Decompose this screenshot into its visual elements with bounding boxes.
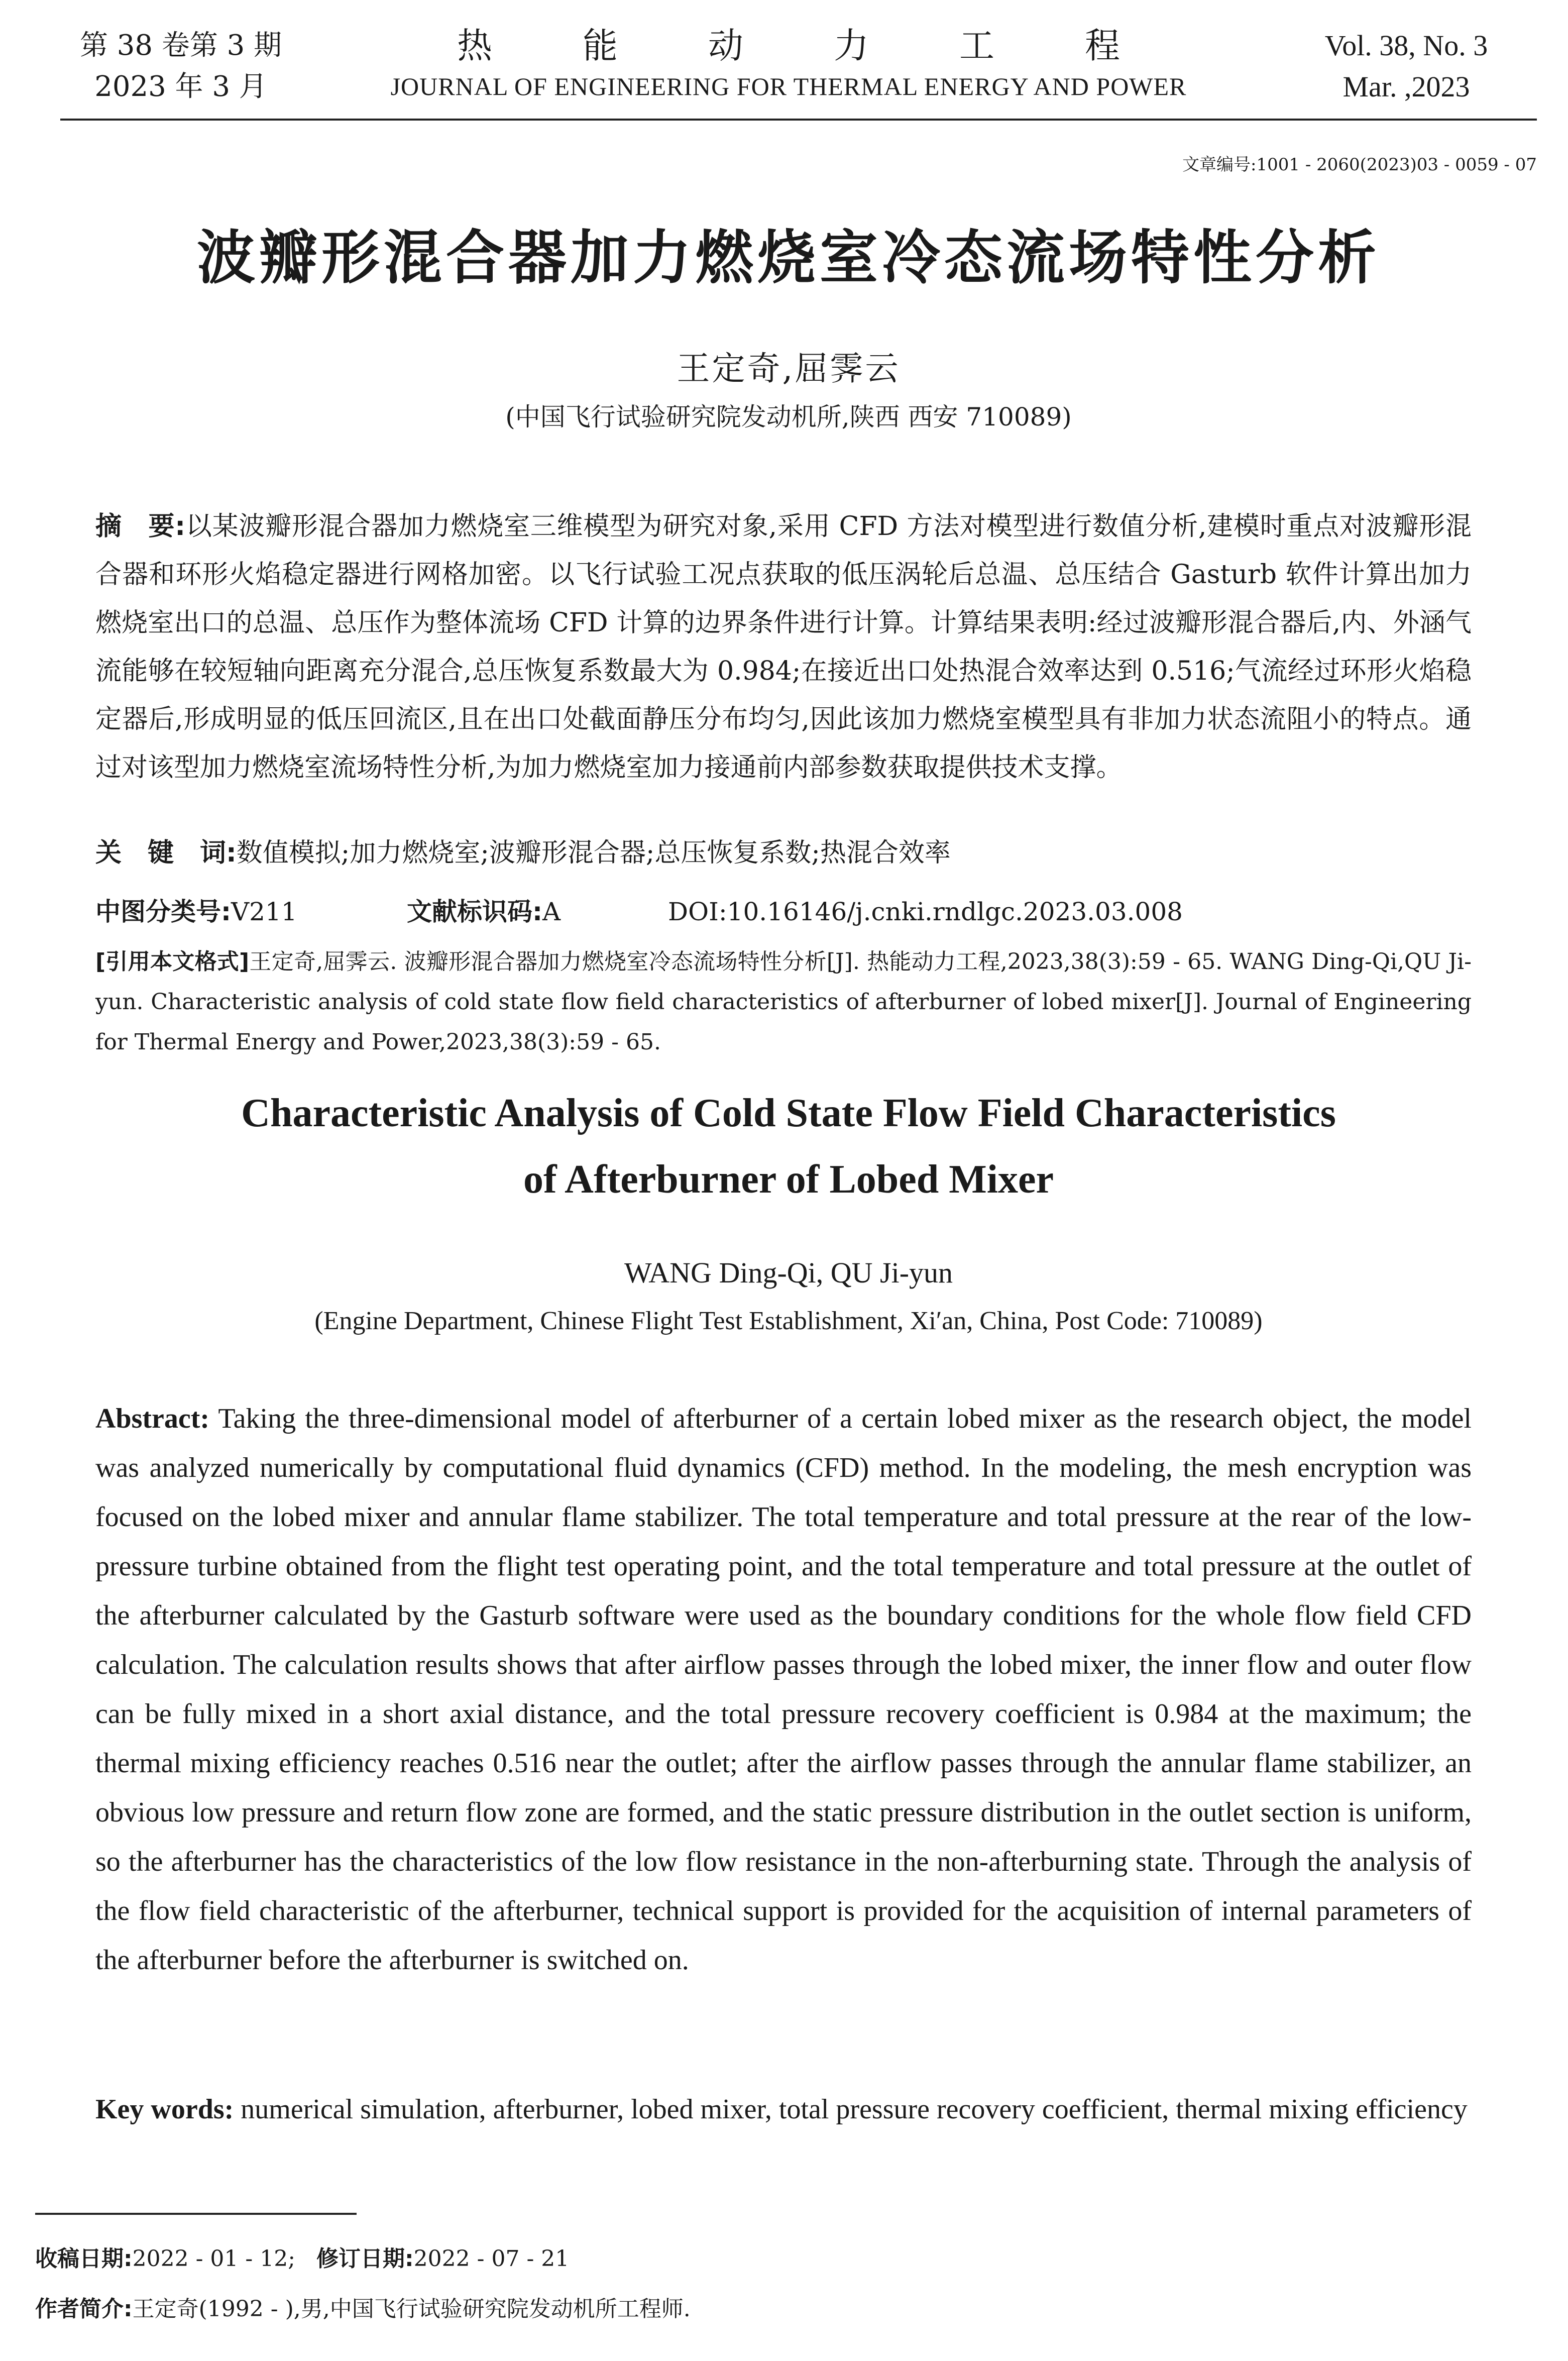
keywords-cn-label: 关 键 词: (95, 838, 237, 868)
journal-title-cn: 热能动力工程 (457, 25, 1210, 66)
footnote-author (35, 2291, 1441, 2323)
header-volume (1286, 25, 1527, 108)
paper-title-en-line2: of Afterburner of Lobed Mixer (523, 1157, 1054, 1202)
footnote-rule (35, 2213, 357, 2215)
abstract-en-text: Taking the three-dimensional model of afterburner of a certain lobed mixer as the research object, the model was analyzed numerically by computational fluid dynamics (CFD) method. In the modeling, the mesh encryption was focused on the lobed mixer and annular flame stabilizer. The total temperature and total pressure at the rear of the low-pressure turbine obtained from the flight test operating point, and the total temperature and total pressure at the outlet of the afterburner calculated by the Gasturb software were used as the boundary conditions for the whole flow field CFD calculation. The calculation results shows that after airflow passes through the lobed mixer, the inner flow and outer flow can be fully mixed in a short axial distance, and the total pressure recovery coefficient is 0.984 at the maximum; the thermal mixing efficiency reaches 0.516 near the outlet; after the airflow passes through the annular flame stabilizer, an obvious low pressure and return flow zone are formed, and the static pressure distribution in the outlet section is uniform, so the afterburner has the characteristics of the low flow resistance in the non-afterburning state. Through the analysis of the flow field characteristic of the afterburner, technical support is provided for the acquisition of internal parameters of the afterburner before the afterburner is switched on. (95, 1403, 1472, 1976)
clc-group (95, 892, 407, 928)
doc-code-group (407, 892, 668, 928)
abstract-cn-label: 摘 要: (95, 511, 186, 542)
received-label: 收稿日期: (35, 2246, 133, 2272)
received-date: 2022 - 01 - 12; (132, 2246, 296, 2272)
author-bio-label: 作者简介: (35, 2296, 133, 2322)
paper-title-en (60, 1080, 1517, 1213)
journal-title-en: JOURNAL OF ENGINEERING FOR THERMAL ENERGY AND POWER (390, 72, 1187, 100)
keywords-en-label: Key words: (95, 2094, 234, 2125)
abstract-cn (95, 502, 1472, 792)
author-bio: 王定奇(1992 - ),男,中国飞行试验研究院发动机所工程师. (132, 2296, 691, 2322)
clc-label: 中图分类号: (95, 897, 231, 926)
revised-label: 修订日期: (316, 2246, 414, 2272)
paper-title-en-line1: Characteristic Analysis of Cold State Flow Field Characteristics (241, 1091, 1336, 1135)
abstract-cn-text: 以某波瓣形混合器加力燃烧室三维模型为研究对象,采用 CFD 方法对模型进行数值分析,建模时重点对波瓣形混合器和环形火焰稳定器进行网格加密。以飞行试验工况点获取的低压涡轮后总温、总压结合 Gasturb 软件计算出加力燃烧室出口的总温、总压作为整体流场 CFD 计算的边界条件进行计算。计算结果表明:经过波瓣形混合器后,内、外涵气流能够在较短轴向距离充分混合,总压恢复系数最大为 0.984;在接近出口处热混合效率达到 0.516;气流经过环形火焰稳定器后,形成明显的低压回流区,且在出口处截面静压分布均匀,因此该加力燃烧室模型具有非加力状态流阻小的特点。通过对该型加力燃烧室流场特性分析,为加力燃烧室加力接通前内部参数获取提供技术支撑。 (95, 511, 1472, 783)
classification-line (95, 892, 1472, 928)
citation-text: 王定奇,屈霁云. 波瓣形混合器加力燃烧室冷态流场特性分析[J]. 热能动力工程,2023,38(3):59 - 65. WANG Ding-Qi,QU Ji-yun. Characteristic analysis of cold state flow field characteristics of afterburner of lobed mixer[J]. Journal of Engineering for Thermal Energy and Power,2023,38(3):59 - 65. (95, 949, 1472, 1055)
doc-code-value: A (542, 897, 561, 926)
footnote-dates (35, 2240, 1441, 2273)
citation-label: [引用本文格式] (95, 949, 250, 975)
keywords-cn (95, 829, 1472, 877)
header-volume-issue: 第 38 卷第 3 期 (79, 29, 282, 62)
paper-title-cn: 波瓣形混合器加力燃烧室冷态流场特性分析 (197, 224, 1380, 292)
article-number: 文章编号:1001 - 2060(2023)03 - 0059 - 07 (1182, 155, 1537, 175)
header-rule (60, 119, 1537, 121)
header-date-en: Mar. ,2023 (1342, 70, 1470, 103)
citation (95, 942, 1472, 1062)
authors-en: WANG Ding-Qi, QU Ji-yun (624, 1256, 953, 1289)
authors-cn: 王定奇,屈霁云 (677, 349, 901, 388)
revised-date: 2022 - 07 - 21 (413, 2246, 570, 2272)
header-journal (362, 25, 1215, 106)
keywords-cn-text: 数值模拟;加力燃烧室;波瓣形混合器;总压恢复系数;热混合效率 (236, 838, 951, 868)
header-issue (60, 25, 301, 108)
clc-value: V211 (231, 897, 297, 926)
abstract-en (95, 1394, 1472, 1985)
doc-code-label: 文献标识码: (407, 897, 542, 926)
affiliation-en: (Engine Department, Chinese Flight Test Establishment, Xi′an, China, Post Code: 710089) (314, 1307, 1263, 1335)
header-date-cn: 2023 年 3 月 (94, 70, 267, 103)
doi: DOI:10.16146/j.cnki.rndlgc.2023.03.008 (668, 897, 1183, 926)
keywords-en-text: numerical simulation, afterburner, lobed mixer, total pressure recovery coefficient, thermal mixing efficiency (241, 2094, 1468, 2125)
abstract-en-label: Abstract: (95, 1403, 210, 1434)
affiliation-cn: (中国飞行试验研究院发动机所,陕西 西安 710089) (505, 402, 1072, 432)
keywords-en (95, 2085, 1472, 2134)
header-vol-no: Vol. 38, No. 3 (1324, 29, 1488, 62)
